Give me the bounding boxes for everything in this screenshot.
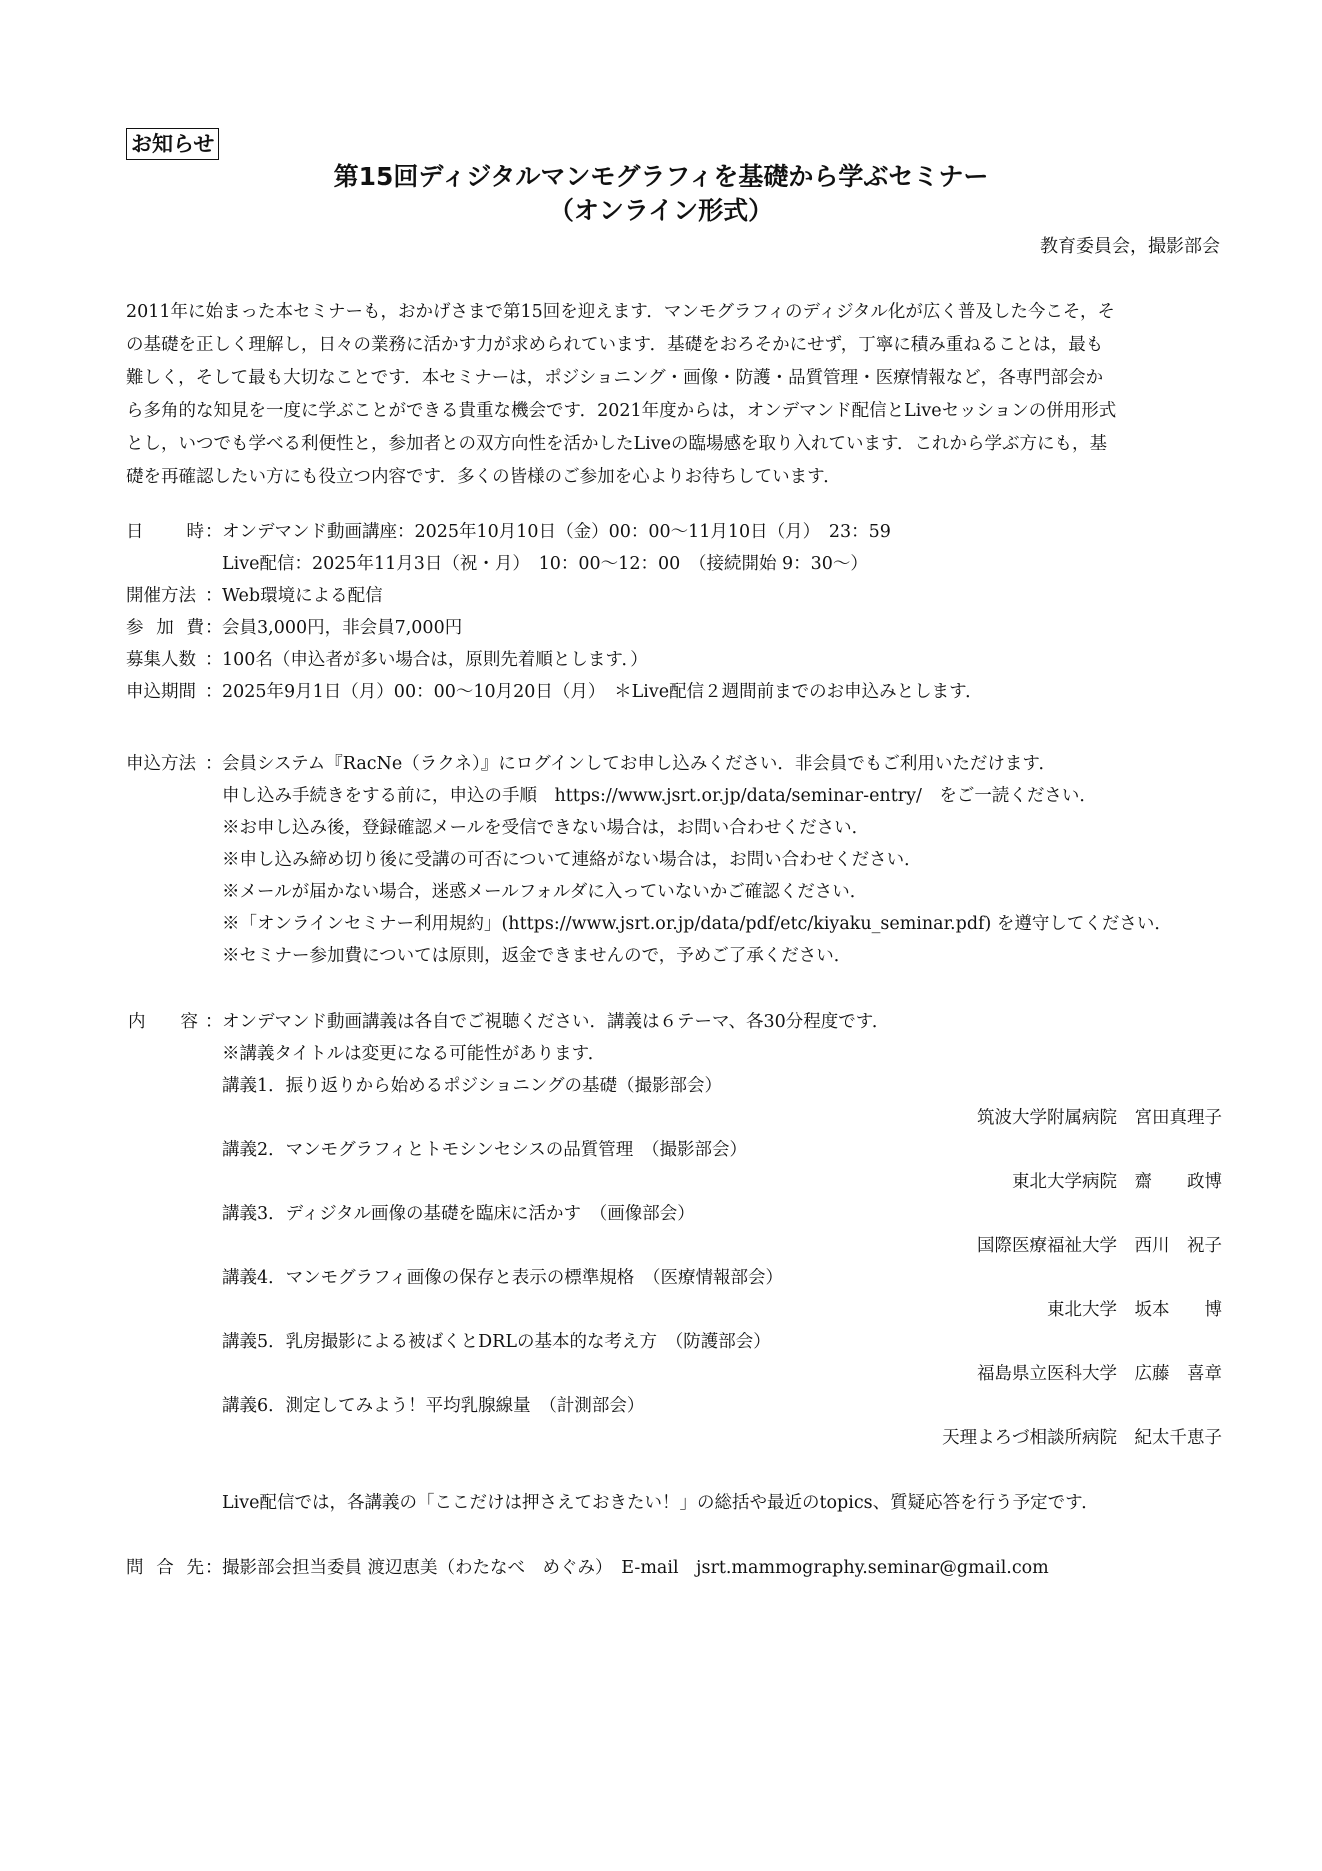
lecture-speaker: 国際医療福祉大学 西川 祝子 [977, 1236, 1222, 1256]
application-line: ※セミナー参加費については原則，返金できませんので，予めご了承ください． [222, 946, 852, 966]
lecture-title: 講義5．乳房撮影による被ばくとDRLの基本的な考え方 （防護部会） [222, 1332, 771, 1352]
application-line: ※お申し込み後，登録確認メールを受信できない場合は，お問い合わせください． [222, 818, 870, 838]
lecture-speaker: 天理よろづ相談所病院 紀太千恵子 [942, 1428, 1222, 1448]
lecture-title: 講義4．マンモグラフィ画像の保存と表示の標準規格 （医療情報部会） [222, 1268, 783, 1288]
colon: ： [205, 1558, 223, 1578]
intro-paragraph [126, 296, 1226, 494]
page-subtitle: （オンライン形式） [548, 196, 774, 225]
capacity-label: 募集人数 [126, 650, 196, 670]
application-label: 申込方法 [126, 754, 196, 774]
contact-value: 撮影部会担当委員 渡辺恵美（わたなべ めぐみ） E-mail jsrt.mammography.seminar@gmail.com [222, 1558, 1049, 1578]
organizer: 教育委員会，撮影部会 [1040, 236, 1220, 257]
page-title: 第15回ディジタルマンモグラフィを基礎から学ぶセミナー [333, 162, 989, 191]
colon: ： [205, 754, 223, 774]
colon: ： [205, 650, 223, 670]
intro-line: 2011年に始まった本セミナーも，おかげさまで第15回を迎えます．マンモグラフィのディジタル化が広く普及した今こそ，そ [126, 302, 1116, 322]
date-label [126, 516, 204, 548]
fee-label-char: 費 [186, 618, 204, 638]
date-ondemand: オンデマンド動画講座：2025年10月10日（金）00：00〜11月10日（月） 23：59 [222, 522, 891, 542]
application-line: ※申し込み締め切り後に受講の可否について連絡がない場合は，お問い合わせください． [222, 850, 922, 870]
contact-label-char: 先 [186, 1558, 204, 1578]
period-value: 2025年9月1日（月）00：00〜10月20日（月） ＊Live配信２週間前までのお申込みとします． [222, 682, 983, 702]
fee-value: 会員3,000円，非会員7,000円 [222, 618, 463, 638]
content-label-char: 容 [180, 1012, 198, 1032]
fee-label-char: 加 [156, 618, 174, 638]
content-label [126, 1006, 198, 1038]
application-line: 会員システム『RacNe（ラクネ）』にログインしてお申し込みください．非会員でもご利用いただけます． [222, 754, 1057, 774]
lecture-title: 講義6．測定してみよう！平均乳腺線量 （計測部会） [222, 1396, 645, 1416]
lecture-title: 講義2．マンモグラフィとトモシンセシスの品質管理 （撮影部会） [222, 1140, 748, 1160]
contact-label-char: 問 [126, 1558, 144, 1578]
intro-line: とし，いつでも学べる利便性と，参加者との双方向性を活かしたLiveの臨場感を取り入れています．これから学ぶ方にも，基 [126, 434, 1108, 454]
colon: ： [205, 618, 223, 638]
method-value: Web環境による配信 [222, 586, 383, 606]
period-label: 申込期間 [126, 682, 196, 702]
fee-label-char: 参 [126, 618, 144, 638]
application-line: ※メールが届かない場合，迷惑メールフォルダに入っていないかご確認ください． [222, 882, 868, 902]
intro-line: ら多角的な知見を一度に学ぶことができる貴重な機会です．2021年度からは，オンデマンド配信とLiveセッションの併用形式 [126, 401, 1117, 421]
date-label-char: 日 [126, 522, 144, 542]
content-line: オンデマンド動画講義は各自でご視聴ください．講義は６テーマ、各30分程度です． [222, 1012, 890, 1032]
colon: ： [205, 682, 223, 702]
date-live: Live配信：2025年11月3日（祝・月） 10：00〜12：00 （接続開始 9：30〜） [222, 554, 868, 574]
colon: ： [205, 1012, 223, 1032]
lecture-title: 講義3．ディジタル画像の基礎を臨床に活かす （画像部会） [222, 1204, 695, 1224]
fee-label [126, 612, 204, 644]
intro-line: 礎を再確認したい方にも役立つ内容です．多くの皆様のご参加を心よりお待ちしています． [126, 467, 841, 487]
live-note: Live配信では，各講義の「ここだけは押さえておきたい！」の総括や最近のtopics、質疑応答を行う予定です． [222, 1493, 1099, 1513]
colon: ： [205, 522, 223, 542]
lecture-title: 講義1．振り返りから始めるポジショニングの基礎（撮影部会） [222, 1076, 722, 1096]
contact-label [126, 1552, 204, 1584]
intro-line: 難しく，そして最も大切なことです．本セミナーは，ポジショニング・画像・防護・品質管理・医療情報など，各専門部会か [126, 368, 1104, 388]
lecture-speaker: 筑波大学附属病院 宮田真理子 [977, 1108, 1222, 1128]
capacity-value: 100名（申込者が多い場合は，原則先着順とします．） [222, 650, 648, 670]
notice-badge: お知らせ [126, 128, 219, 160]
lecture-speaker: 東北大学病院 齋 政博 [1012, 1172, 1222, 1192]
content-label-char: 内 [128, 1012, 146, 1032]
intro-line: の基礎を正しく理解し，日々の業務に活かす力が求められています．基礎をおろそかにせず，丁寧に積み重ねることは，最も [126, 335, 1104, 355]
contact-label-char: 合 [156, 1558, 174, 1578]
application-line: 申し込み手続きをする前に，申込の手順 https://www.jsrt.or.jp/data/seminar-entry/ をご一読ください． [222, 786, 1097, 806]
content-note: ※講義タイトルは変更になる可能性があります． [222, 1044, 606, 1064]
application-line: ※「オンラインセミナー利用規約」(https://www.jsrt.or.jp/data/pdf/etc/kiyaku_seminar.pdf) を遵守してください． [222, 914, 1172, 934]
method-label: 開催方法 [126, 586, 196, 606]
date-label-char: 時 [186, 522, 204, 542]
lecture-speaker: 東北大学 坂本 博 [1047, 1300, 1222, 1320]
colon: ： [205, 586, 223, 606]
lecture-speaker: 福島県立医科大学 広藤 喜章 [977, 1364, 1222, 1384]
